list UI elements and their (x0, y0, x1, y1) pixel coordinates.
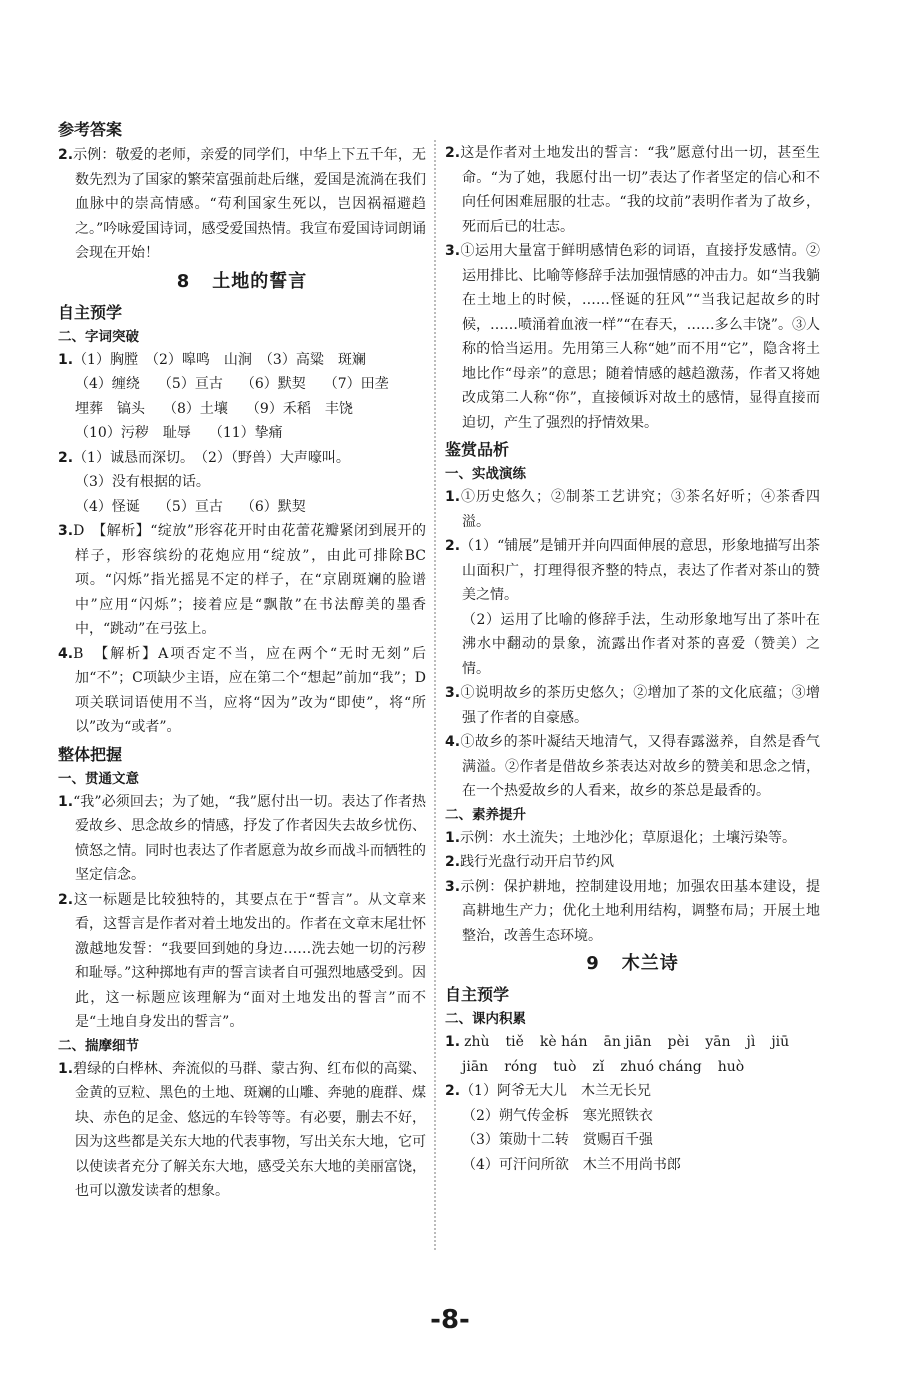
answer-item (445, 826, 820, 851)
answer-item (58, 1057, 426, 1204)
item-text: （4）缠绕 (75, 376, 140, 392)
right-column (445, 115, 820, 1177)
answer-item (445, 850, 820, 875)
item-number: 4. (445, 734, 461, 750)
item-text: （2）朔气传金柝 寒光照铁衣 (462, 1107, 653, 1124)
item-number: 2. (58, 449, 74, 466)
section-heading: 鉴赏品析 (445, 440, 510, 459)
answer-item (58, 446, 426, 471)
answer-row (58, 470, 426, 495)
answer-item (445, 141, 820, 239)
item-text: （1）阿爷无大儿 木兰无长兄 (460, 1083, 651, 1099)
pinyin-row (445, 1030, 820, 1055)
subsection-heading: 二、课内积累 (445, 1011, 526, 1027)
answer-item (445, 681, 820, 730)
item-text: 践行光盘行动开启节约风 (460, 854, 615, 870)
lesson-name: 木兰诗 (621, 953, 679, 974)
item-text: ①历史悠久；②制茶工艺讲究；③茶名好听；④茶香四溢。 (460, 489, 820, 530)
pinyin-row (445, 1055, 820, 1080)
item-text: 示例：敬爱的老师，亲爱的同学们，中华上下五千年，无数先烈为了国家的繁荣富强前赴后继，爱国是流淌在我们血脉中的崇高情感。“苟利国家生死以，岂因祸福避趋之。”吟咏爱国诗词，感受爱国热情。我宣布爱国诗词朗诵会现在开始！ (73, 147, 426, 261)
subsection-heading: 二、字词突破 (58, 328, 139, 345)
answer-item (58, 143, 426, 266)
lesson-number: 9 (586, 953, 600, 974)
item-number: 3. (445, 243, 461, 259)
item-text: 埋葬 镐头 (75, 400, 145, 417)
item-number: 2. (445, 145, 461, 161)
section-heading: 整体把握 (58, 744, 123, 764)
item-number: 2. (445, 1083, 461, 1099)
answer-row (58, 397, 426, 422)
item-text: （2）（野兽）大声嚎叫。 (200, 449, 350, 466)
answer-item (445, 239, 820, 435)
item-text: 示例：保护耕地，控制建设用地；加强农田基本建设，提高耕地生产力；优化土地利用结构，调整布局；开展土地整治，改善生态环境。 (460, 878, 820, 944)
answer-item (445, 730, 820, 804)
pinyin: zǐ (592, 1058, 605, 1075)
section-heading-reference: 参考答案 (58, 120, 123, 139)
item-number: 1. (58, 351, 74, 368)
item-text: （9）禾稻 丰饶 (245, 400, 353, 417)
item-text: 碧绿的白桦林、奔流似的马群、蒙古狗、红布似的高粱、金黄的豆粒、黑色的土地、斑斓的山雕、奔驰的鹿群、煤块、赤色的足金、悠远的车铃等等。有必要，删去不好，因为这些都是关东大地的代表事物，写出关东大地，它可以使读者充分了解关东大地，感受关东大地的美丽富饶，也可以激发读者的想象。 (73, 1060, 426, 1199)
item-text: （5）亘古 (157, 498, 223, 515)
item-number: 2. (58, 891, 74, 908)
item-number: 1. (445, 489, 461, 505)
section-heading: 自主预学 (445, 985, 510, 1004)
item-text: （3）策勋十二转 赏赐百千强 (462, 1132, 653, 1148)
answer-item (58, 348, 426, 373)
item-number: 2. (445, 854, 461, 870)
item-text: ①说明故乡的茶历史悠久；②增加了茶的文化底蕴；③增强了作者的自豪感。 (460, 685, 820, 726)
answer-item (445, 875, 820, 949)
answer-item (445, 534, 820, 608)
item-number: 2. (445, 538, 461, 554)
item-text: （1）胸膛 (73, 351, 138, 368)
item-number: 1. (58, 1060, 74, 1077)
item-number: 1. (445, 1034, 461, 1050)
pinyin: tiě (505, 1034, 524, 1050)
item-text: 这是作者对土地发出的誓言：“我”愿意付出一切，甚至生命。“为了她，我愿付出一切”表达了作者坚定的信心和不向任何困难屈服的壮志。“我的坟前”表明作者为了故乡，死而后已的壮志。 (460, 145, 820, 235)
pinyin: róng (504, 1058, 538, 1075)
item-text: （2）嗥鸣 山涧 (151, 351, 252, 368)
item-number: 3. (445, 685, 461, 701)
item-text: （3）没有根据的话。 (75, 474, 210, 490)
lesson-title (58, 266, 426, 298)
subsection-heading: 一、贯通文意 (58, 770, 139, 787)
item-text: （4）可汗问所欲 木兰不用尚书郎 (462, 1156, 681, 1173)
left-column (58, 115, 426, 1204)
pinyin: zhuó cháng (620, 1058, 702, 1075)
subsection-heading: 一、实战演练 (445, 466, 526, 482)
lesson-name: 土地的誓言 (212, 270, 308, 292)
item-number: 2. (58, 147, 74, 163)
subsection-heading: 二、揣摩细节 (58, 1037, 139, 1054)
item-text: （1）诚恳而深切。 (73, 449, 187, 466)
item-text: “我”必须回去；为了她，“我”愿付出一切。表达了作者热爱故乡、思念故乡的情感，抒发了作者因失去故乡忧伤、愤怒之情。同时也表达了作者愿意为故乡而战斗而牺牲的坚定信念。 (73, 793, 426, 883)
pinyin: jiān (462, 1058, 489, 1075)
pinyin: kè hán (539, 1034, 588, 1050)
item-text: B 【解析】A项否定不当，应在两个“无时无刻”后加“不”；C项缺少主语，应在第二个“想起”前加“我”；D项关联词语使用不当，应将“因为”改为“即使”，将“所以”改为“或者”。 (73, 645, 426, 735)
answer-item (445, 485, 820, 534)
answer-item (58, 888, 426, 1035)
item-text: （8）土壤 (163, 400, 228, 417)
answer-row (58, 495, 426, 520)
item-text: （7）田垄 (323, 376, 389, 392)
subsection-heading: 二、素养提升 (445, 806, 526, 823)
item-number: 1. (445, 829, 461, 846)
item-text: （5）亘古 (157, 376, 223, 392)
item-text: （3）高粱 斑斓 (265, 351, 366, 368)
pinyin: pèi (667, 1034, 690, 1050)
item-number: 1. (58, 793, 74, 810)
item-text: ①运用大量富于鲜明感情色彩的词语，直接抒发感情。②运用排比、比喻等修辞手法加强情感的冲击力。如“当我躺在土地上的时候，……怪诞的狂风”“当我记起故乡的时候，……喷涌着血液一样”“在春天，……多么丰饶”。③人称的恰当运用。先用第三人称“她”而不用“它”，隐含将土地比作“母亲”的意思；随着情感的越趋激荡，作者又将她改成第二人称“你”，直接倾诉对故土的感情，显得直接而迫切，产生了强烈的抒情效果。 (460, 243, 820, 431)
pinyin: tuò (553, 1058, 577, 1075)
answer-row (445, 1104, 820, 1129)
answer-item (58, 642, 426, 740)
answer-item (445, 1079, 820, 1104)
pinyin: yān (705, 1034, 731, 1050)
item-text: 示例：水土流失；土地沙化；草原退化；土壤污染等。 (460, 829, 797, 846)
pinyin: jiū (771, 1034, 790, 1050)
item-number: 3. (445, 878, 461, 895)
answer-row (445, 1128, 820, 1153)
pinyin: ān jiān (603, 1034, 652, 1050)
answer-item (58, 790, 426, 888)
item-text: （4）怪诞 (75, 498, 140, 515)
answer-subitem: （2）运用了比喻的修辞手法，生动形象地写出了茶叶在沸水中翻动的景象，流露出作者对茶的喜爱（赞美）之情。 (462, 611, 820, 677)
item-text: 这一标题是比较独特的，其要点在于“誓言”。从文章来看，这誓言是作者对着土地发出的。作者在文章末尾壮怀激越地发誓：“我要回到她的身边……洗去她一切的污秽和耻辱。”这种掷地有声的誓言读者自可强烈地感受到。因此，这一标题应该理解为“面对土地发出的誓言”而不是“土地自身发出的誓言”。 (73, 891, 426, 1030)
pinyin: zhù (464, 1034, 490, 1050)
item-number: 4. (58, 645, 74, 662)
answer-row (58, 421, 426, 446)
item-text: D 【解析】“绽放”形容花开时由花蕾花瓣紧闭到展开的样子，形容缤纷的花炮应用“绽放”，由此可排除BC项。“闪烁”指光摇晃不定的样子，在“京剧斑斓的脸谱中”应用“闪烁”；接着应是“飘散”在书法醇美的墨香中，“跳动”在弓弦上。 (73, 523, 426, 637)
answer-item (58, 519, 426, 642)
pinyin: jì (746, 1034, 756, 1050)
item-text: （11）挚痛 (208, 425, 283, 441)
item-text: （6）默契 (240, 498, 306, 515)
answer-row (58, 372, 426, 397)
page-number: -8- (430, 1305, 470, 1335)
lesson-title (445, 948, 820, 980)
item-text: （1）“铺展”是铺开并向四面伸展的意思，形象地描写出茶山面积广，打理得很齐整的特点，表达了作者对茶山的赞美之情。 (460, 538, 820, 603)
item-text: （10）污秽 耻辱 (75, 425, 191, 441)
item-number: 3. (58, 523, 74, 539)
item-text: ①故乡的茶叶凝结天地清气，又得春露滋养，自然是香气满溢。②作者是借故乡茶表达对故乡的赞美和思念之情，在一个热爱故乡的人看来，故乡的茶总是最香的。 (460, 734, 820, 799)
item-text: （6）默契 (240, 376, 306, 392)
answer-row (445, 1153, 820, 1178)
section-heading: 自主预学 (58, 302, 123, 322)
pinyin: huò (717, 1058, 745, 1075)
column-divider (434, 140, 436, 1250)
lesson-number: 8 (176, 270, 191, 292)
